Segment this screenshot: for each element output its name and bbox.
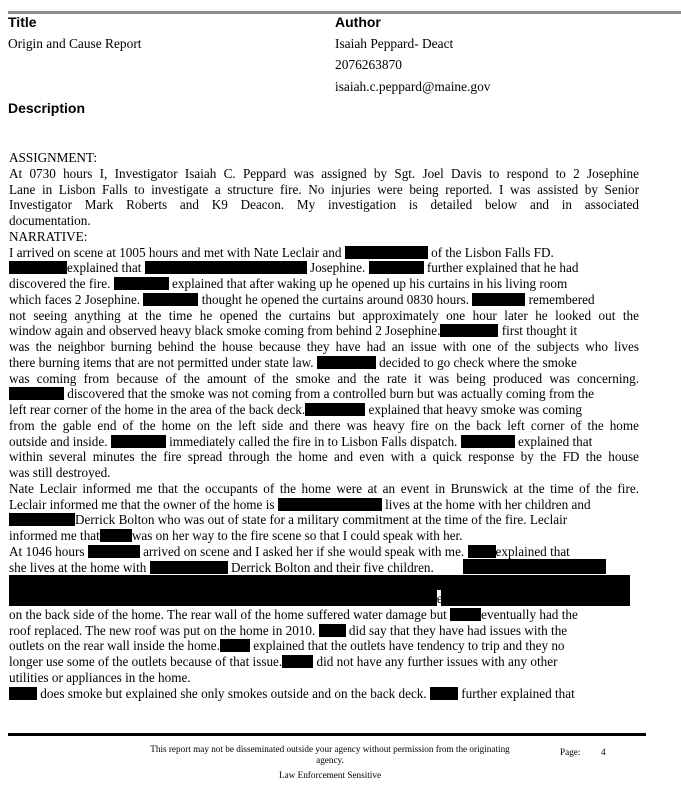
redaction-box — [143, 293, 198, 306]
page-label: Page: — [560, 747, 581, 757]
body-text-segment: of the Lisbon Falls FD. — [431, 244, 554, 260]
body-text-segment: discovered the fire. — [9, 276, 111, 291]
redaction-box — [278, 498, 382, 511]
narrative-heading: NARRATIVE: — [9, 228, 88, 244]
body-line — [9, 355, 639, 371]
body-line: utilities or appliances in the home. — [9, 669, 191, 685]
body-line — [9, 276, 639, 292]
author-name: Isaiah Peppard- Deact — [335, 36, 454, 51]
redaction-box — [430, 687, 458, 700]
footer-notice — [130, 744, 530, 766]
body-text-segment: explained that — [67, 260, 142, 276]
body-line — [9, 638, 639, 654]
body-line: from the gable end of the home on the left side and there was heavy fire on the back left corner of the home — [9, 417, 639, 433]
body-text-segment: outside and inside. — [9, 433, 108, 449]
redaction-box — [220, 639, 250, 652]
redaction-box — [345, 246, 428, 259]
redaction-box — [114, 277, 169, 290]
body-line — [9, 402, 639, 418]
redaction-box — [441, 590, 630, 606]
body-text-segment: Leclair informed me that the owner of the home is — [9, 496, 275, 512]
body-line — [9, 607, 639, 623]
body-line: was coming from because of the amount of the smoke and the rate it was being produced was concerning. — [9, 370, 639, 386]
redaction-box — [450, 608, 481, 621]
body-text-segment: further explained that he had — [426, 260, 579, 276]
assignment-heading: ASSIGNMENT: — [9, 150, 97, 165]
redaction-box — [9, 687, 37, 700]
redaction-box — [305, 403, 365, 416]
redaction-box — [282, 655, 313, 668]
footer-notice-line: agency. — [316, 755, 344, 765]
body-text-segment: did not have any further issues with any other — [316, 654, 558, 669]
redaction-box — [88, 545, 140, 558]
body-text-segment: informed me that — [9, 528, 100, 543]
body-text-segment: explained that — [495, 543, 570, 559]
body-text-segment: on the back side of the home. The rear wall of the home suffered water damage but — [9, 606, 447, 622]
body-line: Lane in Lisbon Falls to investigate a structure fire. No injuries were being reported. I was assisted by Senior — [9, 181, 639, 197]
body-text-segment: outlets on the rear wall inside the home. — [9, 638, 220, 654]
footer-notice-line: This report may not be disseminated outside your agency without permission from the originating — [150, 744, 510, 754]
redaction-box — [463, 559, 606, 574]
author-email: isaiah.c.peppard@maine.gov — [335, 79, 491, 94]
body-line — [9, 623, 639, 639]
body-line — [9, 528, 639, 544]
body-line — [9, 323, 639, 339]
redaction-box — [9, 575, 630, 590]
body-line — [9, 386, 639, 402]
body-line: documentation. — [9, 213, 91, 228]
body-text-segment: longer use some of the outlets because of that issue. — [9, 654, 283, 669]
body-line: was still destroyed. — [9, 465, 111, 480]
body-line — [9, 260, 639, 276]
body-text-segment: eventually had the — [481, 606, 578, 622]
redaction-box — [440, 324, 498, 337]
body-text-segment: were — [427, 591, 453, 606]
body-text-segment: first thought it — [501, 323, 578, 339]
title-value: Origin and Cause Report — [8, 36, 142, 51]
body-text-segment: does smoke but explained she only smokes outside and on the back deck. — [40, 685, 427, 701]
redaction-box — [468, 545, 496, 558]
body-line — [9, 654, 639, 670]
redaction-box — [9, 590, 437, 606]
body-text-segment: At 1046 hours — [9, 543, 85, 559]
body-text-segment: Josephine. — [309, 260, 366, 276]
body-line: was the neighbor burning behind the house because they have had an issue with one of the subjects who lives — [9, 339, 639, 354]
body-text-segment: roof replaced. The new roof was put on the home in 2010. — [9, 622, 316, 638]
body-line: At 0730 hours I, Investigator Isaiah C. Peppard was assigned by Sgt. Joel Davis to respond to 2 Josephine — [9, 165, 639, 181]
body-text-segment: left rear corner of the home in the area of the back deck. — [9, 402, 306, 417]
body-text-segment: discovered that the smoke was not coming from a controlled burn but was actually coming from the — [67, 386, 594, 402]
redaction-box — [9, 513, 75, 526]
redaction-box — [9, 387, 64, 400]
body-text-segment: explained that heavy smoke was coming — [368, 402, 583, 417]
footer-rule — [8, 733, 646, 736]
redaction-box — [472, 293, 525, 306]
body-line — [9, 245, 639, 261]
body-text-segment: explained that after waking up he opened up his curtains in his living room — [172, 276, 568, 291]
body-line: not seeing anything at the time he opened the curtains but approximately one hour later he looked out the — [9, 307, 639, 323]
page-number: 4 — [601, 747, 606, 757]
redaction-box — [317, 356, 376, 369]
body-text-segment: did say that they have had issues with the — [348, 622, 568, 638]
body-text-segment: was on her way to the fire scene so that I could speak with her. — [131, 528, 463, 543]
author-phone: 2076263870 — [335, 57, 402, 72]
redaction-box — [145, 261, 307, 274]
description-label: Description — [8, 100, 86, 116]
body-text-segment: Derrick Bolton who was out of state for a military commitment at the time of the fire. Leclair — [75, 512, 568, 528]
body-text-segment: immediately called the fire in to Lisbon Falls dispatch. — [169, 433, 458, 449]
body-text-segment: lives at the home with her children and — [385, 496, 591, 512]
body-text-segment: she lives at the home with — [9, 559, 147, 575]
body-line: Nate Leclair informed me that the occupants of the home were at an event in Brunswick at the time of the fire. — [9, 480, 639, 496]
body-line — [9, 292, 639, 308]
body-text-segment: thought he opened the curtains around 0830 hours. — [201, 291, 470, 307]
author-label: Author — [335, 14, 381, 30]
sensitivity-label: Law Enforcement Sensitive — [278, 770, 382, 780]
body-text-segment: arrived on scene and I asked her if she would speak with me. — [143, 543, 465, 559]
narrative-body — [9, 150, 639, 701]
body-text-segment: which faces 2 Josephine. — [9, 291, 141, 307]
redaction-box — [319, 624, 346, 637]
body-text-segment: window again and observed heavy black smoke coming from behind 2 Josephine. — [9, 323, 441, 339]
body-text-segment: further explained that — [461, 685, 575, 701]
body-text-segment: decided to go check where the smoke — [379, 354, 577, 370]
body-line: Investigator Mark Roberts and K9 Deacon. My investigation is detailed below and in associated — [9, 197, 639, 213]
body-text-segment: explained that the outlets have tendency to trip and they no — [253, 638, 565, 654]
redaction-box — [461, 435, 515, 448]
body-line — [9, 512, 639, 528]
body-text-segment: there burning items that are not permitted under state law. — [9, 354, 314, 370]
body-line: within several minutes the fire spread through the home and even with a quick response by the FD the house — [9, 449, 639, 465]
body-line — [9, 497, 639, 513]
body-text-segment: Derrick Bolton and their five children. — [230, 559, 434, 575]
body-line — [9, 544, 639, 560]
title-label: Title — [8, 14, 37, 30]
redaction-box — [100, 529, 132, 542]
body-line — [9, 434, 639, 450]
body-text-segment: explained that — [517, 433, 593, 449]
body-text-segment: remembered — [528, 291, 595, 307]
redaction-box — [150, 561, 228, 574]
body-text-segment: I arrived on scene at 1005 hours and met with Nate Leclair and — [9, 244, 342, 260]
redaction-box — [369, 261, 424, 274]
redaction-box — [9, 261, 67, 274]
redaction-box — [111, 435, 166, 448]
body-line — [9, 686, 639, 702]
